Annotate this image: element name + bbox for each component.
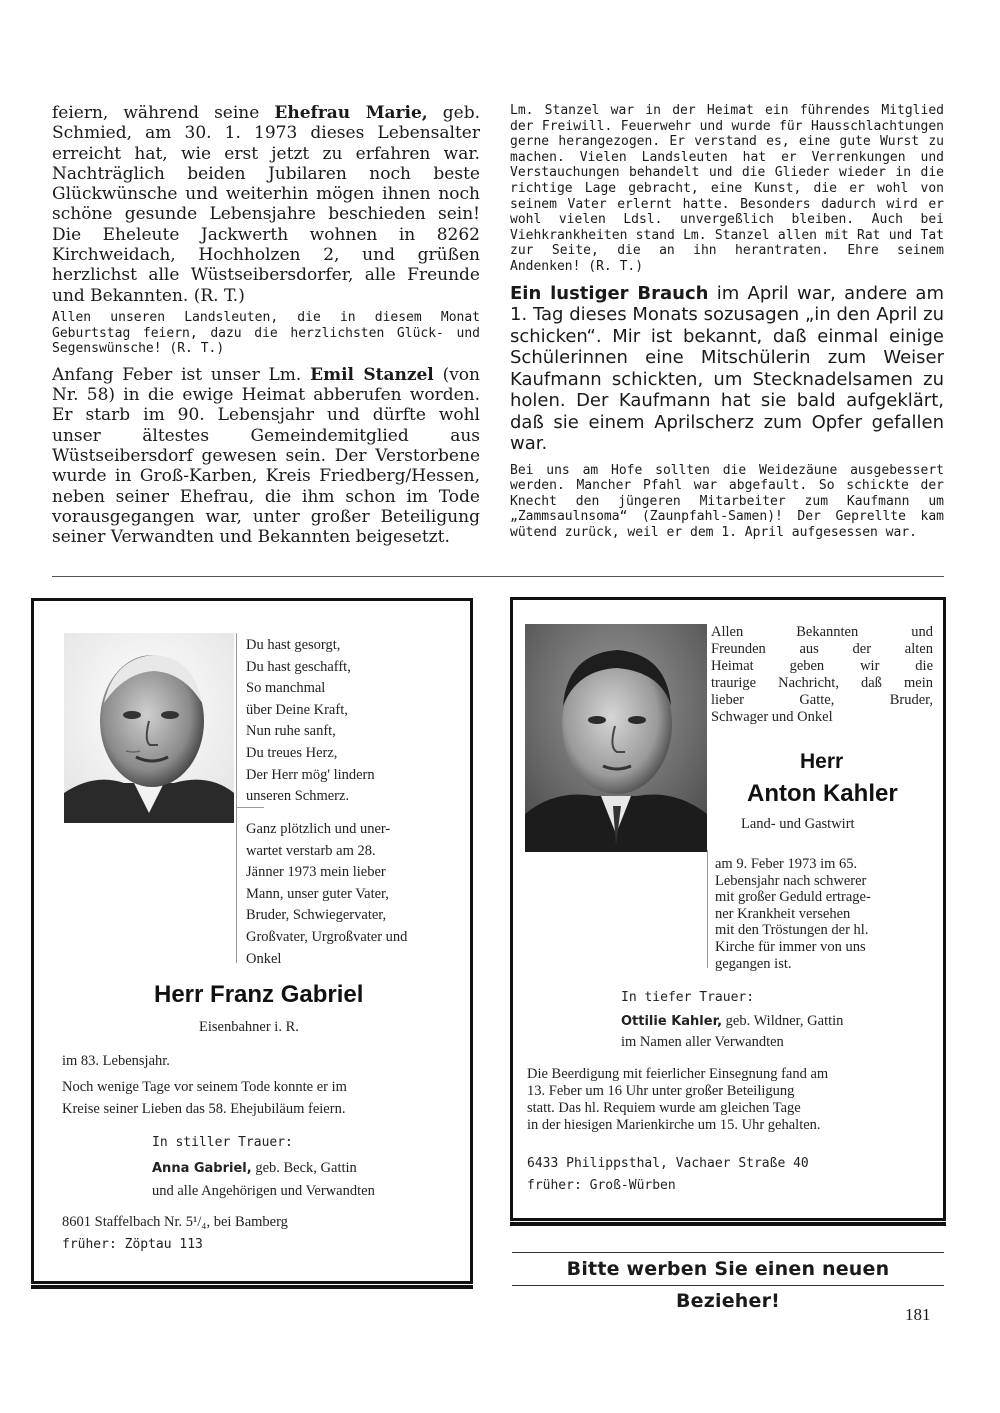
deceased-title: Herr: [800, 750, 844, 773]
funeral-line: Die Beerdigung mit feierlicher Einsegnung fand am: [527, 1066, 829, 1082]
jubilee-line: Noch wenige Tage vor seinem Tode konnte er im: [62, 1079, 347, 1095]
subscription-promo: [512, 1252, 944, 1312]
fence-anecdote: Bei uns am Hofe sollten die Weidezäune ausgebessert werden. Mancher Pfahl war abgefault. So schickte der Knecht den jüngeren Mitarbeiter zum Kaufmann um „Zammsaulnsoma“ (Zaunpfahl-Samen)! Der Geprellte kam wütend zurück, weil er dem 1. April aufgesessen war.: [510, 462, 944, 540]
text-run: (von Nr. 58) in die ewige Heimat abberufen worden. Er starb im 90. Lebensjahr und dürfte wohl unser ältestes Gemeindemitglied aus Wüstseibersdorf gewesen sein. Der Verstorbene wurde in Groß-Karben, Kreis Friedberg/Hessen, neben seiner Ehefrau, die ihm schon im Tode vorausgegangen war, unter großer Beteiligung seiner Verwandten und Bekannten beigesetzt.: [52, 364, 480, 548]
death-line: mit den Tröstungen der hl.: [715, 922, 869, 939]
intro-text: [711, 624, 933, 726]
poem-line: unseren Schmerz.: [246, 788, 350, 805]
poem-line: Nun ruhe sanft,: [246, 723, 336, 740]
stanzel-paragraph: Lm. Stanzel war in der Heimat ein führendes Mitglied der Freiwill. Feuerwehr und wurde für Hausschlachtungen gerne herangezogen. Er verstand es, eine gute Wurst zu machen. Vielen Landsleuten hat er Verrenkungen und Verstauchungen behandelt und die Glieder wieder in die richtige Lage gebracht, eine Kunst, die er wohl von seinem Vater erlernt hatte. Besonders dadurch wird er wohl vielen Ldsl. unvergeßlich bleiben. Auch bei Viehkrankheiten stand Lm. Stanzel allen mit Rat und Tat zur Seite, die an ihn herantraten. Ehre seinem Andenken! (R. T.): [510, 103, 944, 274]
funeral-text: [527, 1066, 828, 1134]
death-line: ner Krankheit versehen: [715, 905, 851, 922]
announce-line: Onkel: [246, 950, 282, 967]
former-address: früher: Groß-Würben: [527, 1178, 676, 1193]
portrait-image: [525, 624, 707, 852]
intro-line: lieber Gatte, Bruder,: [711, 692, 933, 708]
deceased-name: Herr Franz Gabriel: [154, 981, 364, 1008]
birthday-greeting: Allen unseren Landsleuten, die in diesem Monat Geburtstag feiern, dazu die herzlichsten Glück- und Segenswünsche! (R. T.): [52, 309, 480, 357]
relatives-line: und alle Angehörigen und Verwandten: [152, 1183, 375, 1199]
intro-line: Schwager und Onkel: [711, 709, 833, 725]
intro-line: Heimat geben wir die: [711, 658, 933, 674]
bold-run: Ehefrau Marie,: [274, 103, 428, 123]
funeral-line: statt. Das hl. Requiem wurde am gleichen Tage: [527, 1100, 801, 1116]
former-address: früher: Zöptau 113: [62, 1237, 203, 1252]
occupation: Eisenbahner i. R.: [199, 1019, 299, 1035]
death-line: mit großer Geduld ertrage-: [715, 889, 871, 906]
bold-run: Ein lustiger Brauch: [510, 282, 709, 304]
death-notice-gabriel: [31, 598, 473, 1284]
portrait-photo: [64, 633, 234, 823]
poem-line: über Deine Kraft,: [246, 701, 348, 718]
poem-line: So manchmal: [246, 680, 326, 697]
intro-line: Freunden aus der alten: [711, 641, 933, 657]
announce-line: Mann, unser guter Vater,: [246, 885, 389, 902]
widow-details: geb. Beck, Gattin: [251, 1160, 357, 1176]
announce-line: Bruder, Schwiegervater,: [246, 907, 387, 924]
page-number: 181: [905, 1305, 931, 1324]
widow-name: Anna Gabriel,: [152, 1161, 252, 1176]
address: 6433 Philippsthal, Vachaer Straße 40: [527, 1156, 809, 1171]
occupation: Land- und Gastwirt: [741, 816, 855, 832]
widow-line: [621, 1013, 843, 1030]
portrait-image: [64, 633, 234, 823]
vertical-divider: [236, 633, 237, 963]
promo-text: Bitte werben Sie einen neuen Bezieher!: [566, 1258, 890, 1312]
poem-line: Der Herr mög' lindern: [246, 766, 375, 783]
poem-line: Du hast geschafft,: [246, 658, 351, 675]
left-column: [52, 103, 480, 547]
death-line: am 9. Feber 1973 im 65.: [715, 856, 858, 872]
poem-line: Du hast gesorgt,: [246, 637, 341, 653]
announce-line: wartet verstarb am 28.: [246, 842, 376, 859]
text-run: feiern, während seine: [52, 103, 275, 123]
poem-line: Du treues Herz,: [246, 744, 338, 761]
intro-line: Allen Bekannten und: [711, 624, 933, 640]
jubilee-paragraph: [52, 103, 480, 306]
announce-line: Ganz plötzlich und uner-: [246, 821, 391, 837]
mourning-label: In stiller Trauer:: [152, 1135, 293, 1150]
text-run: im April war, andere am 1. Tag dieses Monats sozusagen „in den April zu schicken“. Mir ist bekannt, daß einmal einige Schülerinnen eine Mitschülerin zum Weiser Kaufmann schickten, um Stecknadelsamen zu holen. Der Kaufmann hat sie bald aufgeklärt, daß sie einem Aprilscherz zum Opfer gefallen war.: [510, 282, 944, 455]
obituary-paragraph: [52, 365, 480, 548]
right-column: [510, 103, 944, 541]
announce-line: Großvater, Urgroßvater und: [246, 928, 408, 945]
bold-run: Emil Stanzel: [310, 364, 434, 385]
intro-line: traurige Nachricht, daß mein: [711, 675, 933, 691]
text-run: Anfang Feber ist unser Lm.: [52, 364, 311, 385]
address: 8601 Staffelbach Nr. 5¹/₄, bei Bamberg: [62, 1214, 288, 1230]
mourning-label: In tiefer Trauer:: [621, 990, 755, 1005]
section-divider: [52, 576, 944, 577]
jubilee-note: [62, 1077, 347, 1120]
death-text: [715, 856, 935, 972]
widow-name: Ottilie Kahler,: [621, 1014, 723, 1029]
age-line: im 83. Lebensjahr.: [62, 1053, 170, 1069]
april-custom-paragraph: [510, 283, 944, 455]
deceased-name: Anton Kahler: [747, 780, 898, 807]
short-divider: [236, 807, 264, 808]
death-line: gegangen ist.: [715, 955, 792, 972]
death-line: Lebensjahr nach schwerer: [715, 872, 867, 889]
funeral-line: 13. Feber um 16 Uhr unter großer Beteiligung: [527, 1083, 795, 1099]
poem: [246, 635, 375, 808]
text-run: geb. Schmied, am 30. 1. 1973 dieses Lebensalter erreicht hat, wie erst jetzt zu erfahren war. Nachträglich beiden Jubilaren noch beste Glückwünsche und weiterhin mögen ihnen noch schöne gesunde Lebensjahre beschieden sein! Die Eheleute Jackwerth wohnen in 8262 Kirchweidach, Hochholzen 2, und grüßen herzlichst alle Wüstseibersdorfer, alle Freunde und Bekannten. (R. T.): [52, 103, 480, 306]
relatives-line: im Namen aller Verwandten: [621, 1034, 784, 1050]
death-notice-kahler: [510, 597, 946, 1221]
jubilee-line: Kreise seiner Lieben das 58. Ehejubiläum feiern.: [62, 1100, 346, 1117]
widow-line: [152, 1160, 357, 1177]
announce-line: Jänner 1973 mein lieber: [246, 864, 386, 881]
widow-details: geb. Wildner, Gattin: [722, 1013, 844, 1029]
vertical-divider: [707, 850, 709, 968]
death-announcement: [246, 819, 407, 970]
portrait-photo: [525, 624, 707, 852]
funeral-line: in der hiesigen Marienkirche um 15. Uhr gehalten.: [527, 1117, 821, 1133]
death-line: Kirche für immer von uns: [715, 938, 866, 955]
